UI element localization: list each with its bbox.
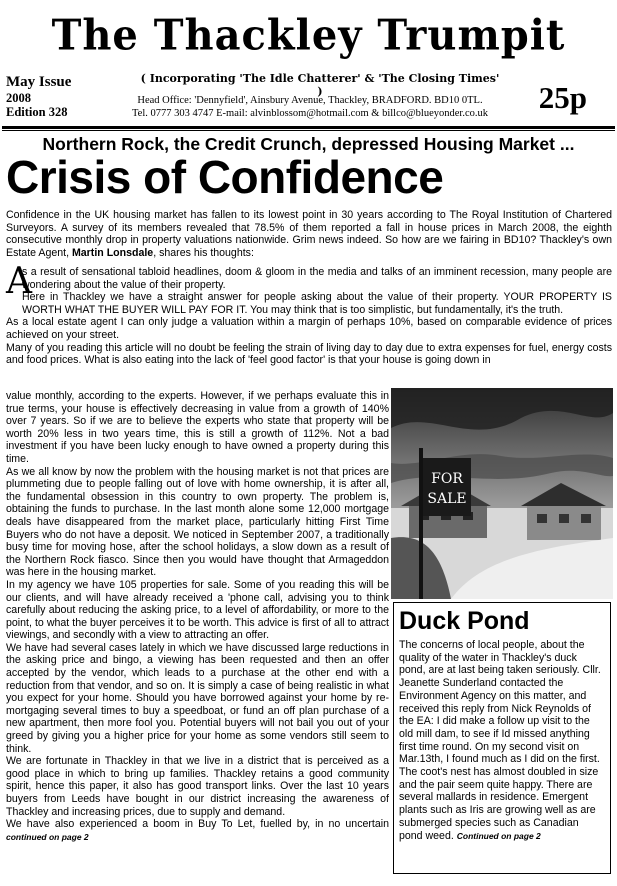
duck-pond-title: Duck Pond [399,607,530,635]
address-block [100,94,520,120]
house-photo-illustration [391,388,613,599]
article-body-top [6,261,612,367]
paragraph-9-text: We have also experienced a boom in Buy To Let, fuelled by, in no uncertain [6,818,389,831]
issue-year: 2008 [6,91,31,105]
paragraph-4b: value monthly, according to the experts. However, if we perhaps evaluate this in true terms, your house is effectively decreasing in value from a growth of 140% over 7 years. So if we are to believe the experts who state that property will be worth 20% less in two years time, this is still a growth of 112%. Not a bad investment if you have been lucky enough to have owned a property during this time. [6,390,389,465]
headline: Crisis of Confidence [6,151,444,203]
for-sale-photo [391,388,613,599]
first-paragraph [6,261,612,316]
article-body-column [6,390,389,843]
intro-author: Martin Lonsdale [71,246,154,259]
paragraph-9 [6,818,389,843]
duck-pond-box [393,602,611,874]
cover-price: 25p [538,80,587,115]
issue-info [6,74,71,119]
paragraph-8: We are fortunate in Thackley in that we live in a district that is perceived as a good place in which to bring up families. Thackley retains a good community spirit, hence this paper, it also has good transport links. Over the last 10 years buyers from Leeds have bought in our district increasing the awareness of Thackley and increasing prices, due to supply and demand. [6,755,389,818]
paragraph-6: In my agency we have 105 properties for sale. Some of you reading this will be our clients, and will have already received a 'phone call, advising you to think carefully about reducing the asking price, to a level of affordability, or more to the point, to what the buyer perceives it to be worth. This advice is first of all to attract viewings, and secondly with a view to attracting an offer. [6,578,389,642]
duck-pond-body: The concerns of local people, about the quality of the water in Thackley's duck pond, are at last being taken seriously. Cllr. Jeanette Sunderland contacted the Environment Agency on this matter, and received this reply from Nick Reynolds of the EA: I did make a follow up visit to the old mill dam, to see if Id missed anything first time round. On my second visit on Mar.13th, I found much as I did on the first. The coot's nest has almost doubled in size and the pair seem quite happy. There are several mallards in residence. Emergent plants such as Iris are growing well as are submerged species such as Canadian pond weed. [399,639,601,842]
sign-text-line2: SALE [427,491,467,507]
drop-cap: A [6,261,32,302]
paragraph-7: We have had several cases lately in which we have discussed large reductions in the asking price and bingo, a viewing has been requested and then an offer accepted by the vendor, which leads to a purchase at the other end with a reduction from that vendor, and so on. It is simply a case of being realistic in what you expect for your home. Should you have borrowed against your home by re-mortgaging several times to buy a speedboat, or fund an off plan purchase of a new apartment, then more fool you. Potential buyers will not bail you out of your greed by giving you a higher price for your home as some vendors still seem to think. [6,641,389,755]
intro-text-after: , shares his thoughts: [153,246,254,259]
masthead-divider-thin [2,130,615,131]
paragraph-4a: Many of you reading this article will no doubt be feeling the strain of living day to day due to extra expenses for fuel, energy costs and food prices. What is also eating into the lack of 'feel good factor' is that your house is going down in [6,341,612,367]
intro-paragraph [6,209,612,259]
incorporating-line: ( Incorporating 'The Idle Chatterer' & 'The Closing Times' ) [140,72,500,98]
paragraph-2: Here in Thackley we have a straight answer for people asking about the value of their property. YOUR PROPERTY IS WORTH WHAT THE BUYER WILL PAY FOR IT. You may think that is too simplistic, but fundamentally, it's the truth. [22,291,612,316]
continued-note: continued on page 2 [6,831,89,842]
issue-month: May Issue [6,74,72,90]
duck-pond-continued: Continued on page 2 [456,830,541,841]
duck-pond-text [399,639,605,842]
masthead-title: The Thackley Trumpit [51,10,566,61]
sign-board [423,458,471,516]
subheadline: Northern Rock, the Credit Crunch, depressed Housing Market ... [42,134,575,154]
head-office-address: Head Office: 'Dennyfield', Ainsbury Avenue, Thackley, BRADFORD. BD10 0TL. [137,95,483,106]
paragraph-3: As a local estate agent I can only judge a valuation within a margin of perhaps 10%, based on comparable evidence of prices achieved on your street. [6,316,612,341]
issue-edition: Edition 328 [6,105,68,119]
intro-text-before: Confidence in the UK housing market has fallen to its lowest point in 30 years according to The Royal Institution of Chartered Surveyors. A survey of its members revealed that 78.5% of them reported a fall in house prices in March 2008, the eighth consecutive monthly drop in property valuations nationwide. Grim news indeed. So how are we fairing in BD10? Thackley's own Estate Agent, [6,209,612,259]
paragraph-5: As we all know by now the problem with the housing market is not that prices are plummeting due to people falling out of love with home ownership, it is after all, the fundamental obsession in this country to own property. The problem is, obtaining the funds to purchase. In the last month alone some 12,000 mortgage deals have disappeared from the market place, particularly hitting First Time Buyers who do not have a deposit. We noticed in September 2007, a traditionally busy time for moving hose, after the school holidays, a slow down as a result of the Northern Rock fiasco. Since then you would have thought that Armageddon was here in the housing market. [6,465,389,579]
masthead-divider [2,126,615,129]
sign-post [419,448,423,599]
contact-details: Tel. 0777 303 4747 E-mail: alvinblossom@hotmail.com & billco@blueyonder.co.uk [131,108,488,119]
sign-text-line1: FOR [431,471,463,487]
paragraph-1: s a result of sensational tabloid headlines, doom & gloom in the media and talks of an imminent recession, many people are wondering about the value of their property. [22,266,612,291]
